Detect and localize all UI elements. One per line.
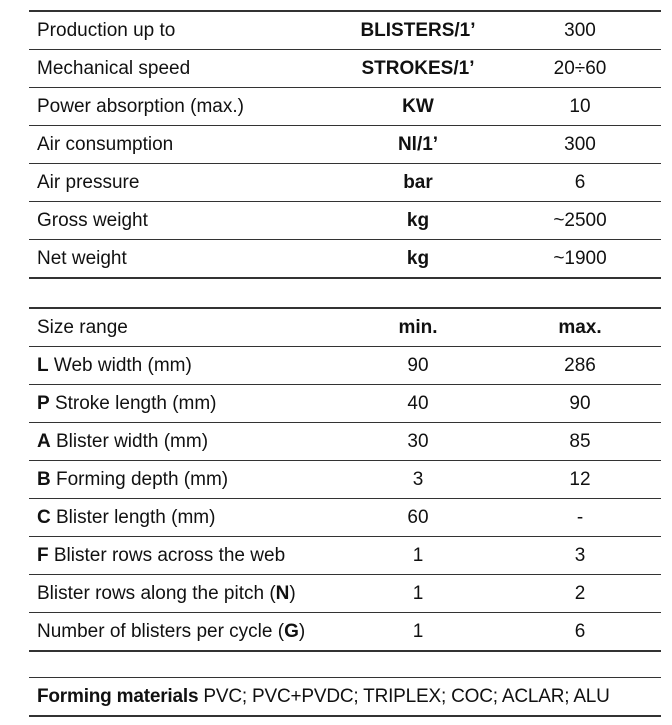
size-range-text: Blister width (mm) bbox=[50, 430, 209, 452]
size-range-letter: L bbox=[37, 354, 49, 376]
spec-row bbox=[29, 126, 661, 164]
size-range-letter: C bbox=[37, 506, 51, 528]
spec-label: Gross weight bbox=[29, 202, 337, 240]
forming-materials-label: Forming materials bbox=[37, 685, 199, 707]
spec-row bbox=[29, 50, 661, 88]
spec-row bbox=[29, 202, 661, 240]
specifications-table bbox=[29, 10, 661, 279]
size-range-label bbox=[29, 347, 337, 385]
spec-label: Mechanical speed bbox=[29, 50, 337, 88]
spec-label: Air pressure bbox=[29, 164, 337, 202]
size-range-min: 90 bbox=[337, 347, 499, 385]
size-range-label bbox=[29, 537, 337, 575]
spec-label: Air consumption bbox=[29, 126, 337, 164]
size-range-row bbox=[29, 613, 661, 652]
size-range-max: 90 bbox=[499, 385, 661, 423]
size-range-letter: P bbox=[37, 392, 50, 414]
size-range-row bbox=[29, 575, 661, 613]
size-range-row bbox=[29, 499, 661, 537]
size-range-min: 30 bbox=[337, 423, 499, 461]
size-range-max: 6 bbox=[499, 613, 661, 652]
size-range-letter: A bbox=[37, 430, 51, 452]
spec-value: 6 bbox=[499, 164, 661, 202]
spec-value: 300 bbox=[499, 11, 661, 50]
spec-label: Power absorption (max.) bbox=[29, 88, 337, 126]
spec-unit: KW bbox=[337, 88, 499, 126]
spec-unit: Nl/1’ bbox=[337, 126, 499, 164]
spec-row bbox=[29, 11, 661, 50]
size-range-label bbox=[29, 613, 337, 652]
spec-unit: bar bbox=[337, 164, 499, 202]
size-range-min: 60 bbox=[337, 499, 499, 537]
spec-label: Net weight bbox=[29, 240, 337, 279]
spec-label: Production up to bbox=[29, 11, 337, 50]
size-range-label bbox=[29, 575, 337, 613]
size-range-key: N bbox=[275, 582, 290, 604]
size-range-text: Web width (mm) bbox=[48, 354, 192, 376]
size-range-paren-close: ) bbox=[289, 582, 296, 604]
size-range-label bbox=[29, 385, 337, 423]
size-range-text: Number of blisters per cycle bbox=[37, 620, 278, 642]
forming-materials bbox=[29, 677, 661, 717]
spec-unit: BLISTERS/1’ bbox=[337, 11, 499, 50]
forming-materials-value: PVC; PVC+PVDC; TRIPLEX; COC; ACLAR; ALU bbox=[198, 685, 610, 707]
size-range-header-row bbox=[29, 308, 661, 347]
spec-unit: STROKES/1’ bbox=[337, 50, 499, 88]
size-range-max: 85 bbox=[499, 423, 661, 461]
size-range-row bbox=[29, 461, 661, 499]
size-range-text: Blister length (mm) bbox=[50, 506, 216, 528]
size-range-header-min: min. bbox=[337, 308, 499, 347]
spec-value: ~2500 bbox=[499, 202, 661, 240]
size-range-header-max: max. bbox=[499, 308, 661, 347]
size-range-header-label: Size range bbox=[29, 308, 337, 347]
size-range-paren-open: ( bbox=[269, 582, 276, 604]
spec-unit: kg bbox=[337, 240, 499, 279]
size-range-max: - bbox=[499, 499, 661, 537]
size-range-key: G bbox=[284, 620, 299, 642]
size-range-max: 3 bbox=[499, 537, 661, 575]
size-range-table bbox=[29, 307, 661, 652]
size-range-text: Blister rows across the web bbox=[48, 544, 286, 566]
spec-row bbox=[29, 240, 661, 279]
size-range-min: 1 bbox=[337, 613, 499, 652]
spec-value: 300 bbox=[499, 126, 661, 164]
size-range-min: 1 bbox=[337, 537, 499, 575]
spec-value: 10 bbox=[499, 88, 661, 126]
size-range-letter: B bbox=[37, 468, 51, 490]
size-range-row bbox=[29, 347, 661, 385]
spec-value: 20÷60 bbox=[499, 50, 661, 88]
size-range-row bbox=[29, 537, 661, 575]
size-range-text: Forming depth (mm) bbox=[50, 468, 229, 490]
size-range-row bbox=[29, 385, 661, 423]
spec-unit: kg bbox=[337, 202, 499, 240]
size-range-min: 1 bbox=[337, 575, 499, 613]
spec-row bbox=[29, 164, 661, 202]
size-range-max: 12 bbox=[499, 461, 661, 499]
size-range-paren-open: ( bbox=[277, 620, 285, 642]
size-range-row bbox=[29, 423, 661, 461]
size-range-min: 40 bbox=[337, 385, 499, 423]
size-range-max: 2 bbox=[499, 575, 661, 613]
size-range-letter: F bbox=[37, 544, 49, 566]
size-range-label bbox=[29, 499, 337, 537]
size-range-label bbox=[29, 461, 337, 499]
spec-value: ~1900 bbox=[499, 240, 661, 279]
size-range-max: 286 bbox=[499, 347, 661, 385]
spec-row bbox=[29, 88, 661, 126]
size-range-label bbox=[29, 423, 337, 461]
size-range-paren-close: ) bbox=[298, 620, 306, 642]
size-range-min: 3 bbox=[337, 461, 499, 499]
size-range-text: Stroke length (mm) bbox=[49, 392, 217, 414]
size-range-text: Blister rows along the pitch bbox=[37, 582, 270, 604]
